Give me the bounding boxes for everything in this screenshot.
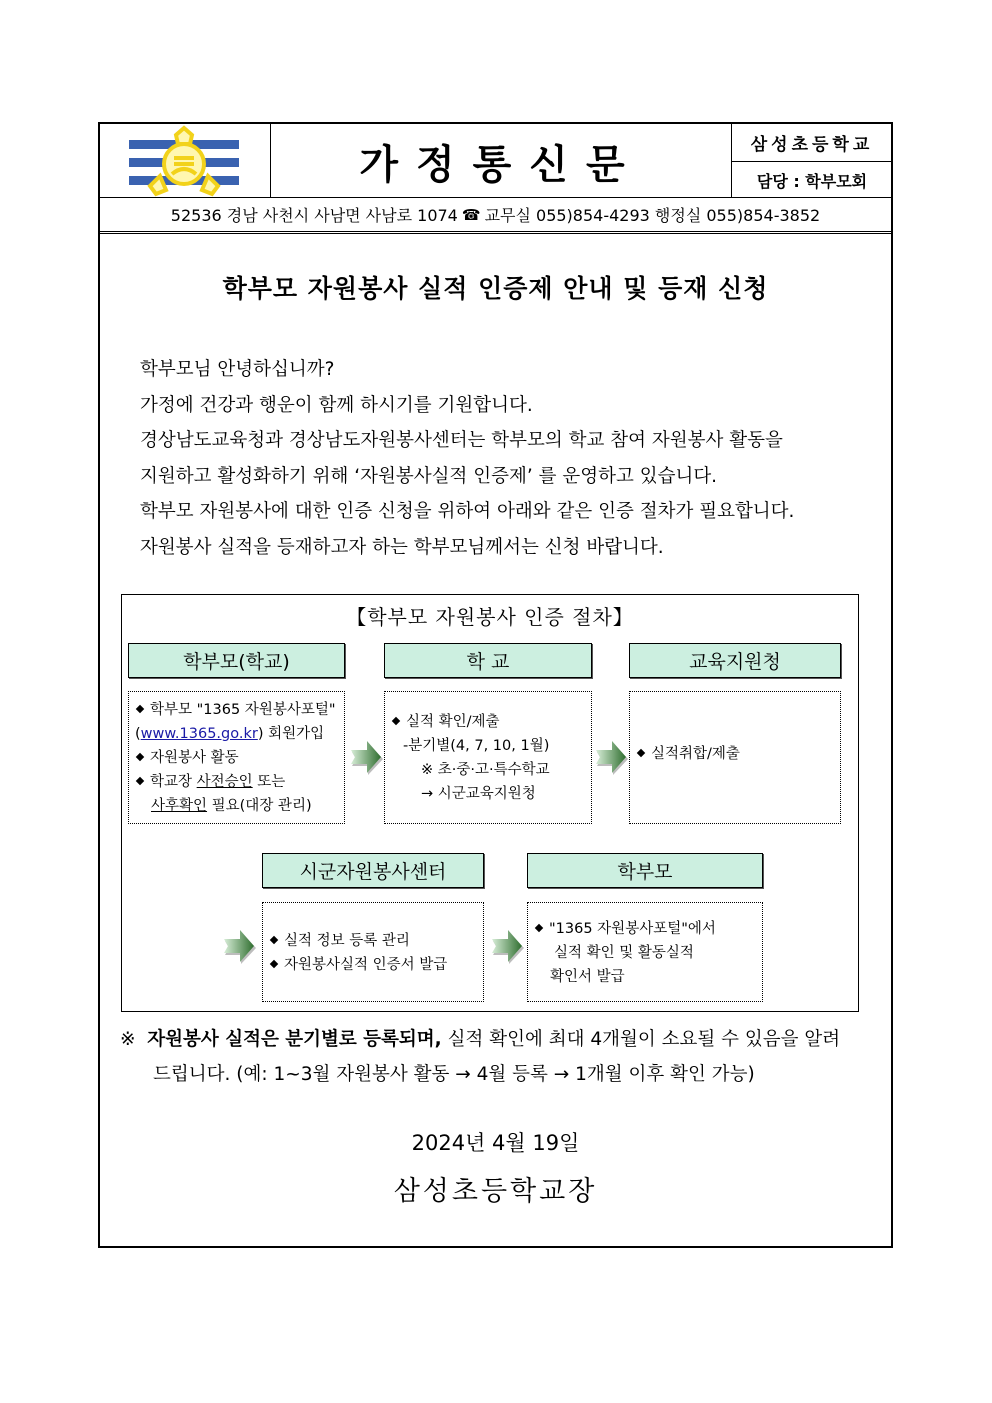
body-text bbox=[140, 352, 880, 565]
step-body-parent-school: 학부모 "1365 자원봉사포털" (www.1365.go.kr) 회원가입 자원봉사 활동 학교장 사전승인 또는 사후확인 필요(대장 관리) bbox=[128, 691, 345, 824]
manager-label: 담당 : 학부모회 bbox=[756, 171, 868, 191]
procedure-title: 【학부모 자원봉사 인증 절차】 bbox=[346, 605, 634, 629]
school-logo bbox=[100, 124, 271, 198]
step-head-school: 학 교 bbox=[384, 643, 592, 678]
bullet-icon bbox=[637, 749, 645, 757]
header-info bbox=[731, 124, 891, 198]
school-emblem-icon bbox=[100, 124, 271, 198]
step-body-volunteer-center: 실적 정보 등록 관리 자원봉사실적 인증서 발급 bbox=[262, 902, 484, 1002]
notice-emphasis: 자원봉사 실적은 분기별로 등록되며, bbox=[147, 1029, 442, 1050]
step-head-parent: 학부모 bbox=[527, 853, 763, 888]
bullet-icon bbox=[270, 936, 278, 944]
school-name: 삼성초등학교 bbox=[732, 124, 892, 162]
arrow-right-icon bbox=[594, 739, 628, 775]
paragraph: 지원하고 활성화하기 위해 ‘자원봉사실적 인증제’ 를 운영하고 있습니다. bbox=[140, 465, 718, 487]
step-head-volunteer-center: 시군자원봉사센터 bbox=[262, 853, 484, 888]
telephone-icon: ☎ bbox=[461, 205, 481, 224]
bullet-icon bbox=[136, 705, 144, 713]
arrow-right-icon bbox=[222, 928, 256, 964]
address-bar bbox=[100, 198, 891, 234]
paragraph: 학부모님 안녕하십니까? bbox=[140, 359, 335, 380]
document-frame bbox=[98, 122, 893, 1248]
bullet-icon bbox=[136, 753, 144, 761]
notice-example: 드립니다. (예: 1~3월 자원봉사 활동 → 4월 등록 → 1개월 이후 확인 가능) bbox=[153, 1064, 755, 1085]
step-body-education-office: 실적취합/제출 bbox=[629, 691, 841, 824]
document-title: 학부모 자원봉사 실적 인증제 안내 및 등재 신청 bbox=[222, 274, 769, 303]
procedure-diagram bbox=[121, 594, 859, 1012]
step-body-parent: "1365 자원봉사포털"에서 실적 확인 및 활동실적 확인서 발급 bbox=[527, 902, 763, 1002]
step-head-education-office: 교육지원청 bbox=[629, 643, 841, 678]
arrow-right-icon bbox=[490, 928, 524, 964]
paragraph: 경상남도교육청과 경상남도자원봉사센터는 학부모의 학교 참여 자원봉사 활동을 bbox=[140, 430, 783, 451]
page-title: 가정통신문 bbox=[359, 140, 643, 188]
notice: ※ 자원봉사 실적은 분기별로 등록되며, 실적 확인에 최대 4개월이 소요될 수 있음을 알려 드립니다. (예: 1~3월 자원봉사 활동 → 4월 등록 → 1개월 이후 확인 가능) bbox=[120, 1022, 880, 1092]
bullet-icon bbox=[136, 777, 144, 785]
phone-numbers: 교무실 055)854-4293 행정실 055)854-3852 bbox=[484, 206, 821, 225]
bullet-icon bbox=[392, 717, 400, 725]
school-address: 52536 경남 사천시 사남면 사남로 1074 bbox=[170, 206, 458, 225]
arrow-right-icon bbox=[349, 739, 383, 775]
step-head-parent-school: 학부모(학교) bbox=[128, 643, 345, 678]
header-table bbox=[100, 124, 891, 198]
paragraph: 학부모 자원봉사에 대한 인증 신청을 위하여 아래와 같은 인증 절차가 필요합니다. bbox=[140, 501, 795, 522]
paragraph: 자원봉사 실적을 등재하고자 하는 학부모님께서는 신청 바랍니다. bbox=[140, 536, 664, 558]
issue-date: 2024년 4월 19일 bbox=[411, 1131, 580, 1155]
step-body-school: 실적 확인/제출 -분기별(4, 7, 10, 1월) ※ 초·중·고·특수학교 → 시군교육지원청 bbox=[384, 691, 592, 824]
paragraph: 가정에 건강과 행운이 함께 하시기를 기원합니다. bbox=[140, 394, 533, 416]
bullet-icon bbox=[270, 960, 278, 968]
reference-mark: ※ bbox=[120, 1029, 136, 1050]
signer: 삼성초등학교장 bbox=[393, 1176, 598, 1207]
portal-link[interactable]: www.1365.go.kr bbox=[140, 726, 258, 742]
bullet-icon bbox=[535, 924, 543, 932]
